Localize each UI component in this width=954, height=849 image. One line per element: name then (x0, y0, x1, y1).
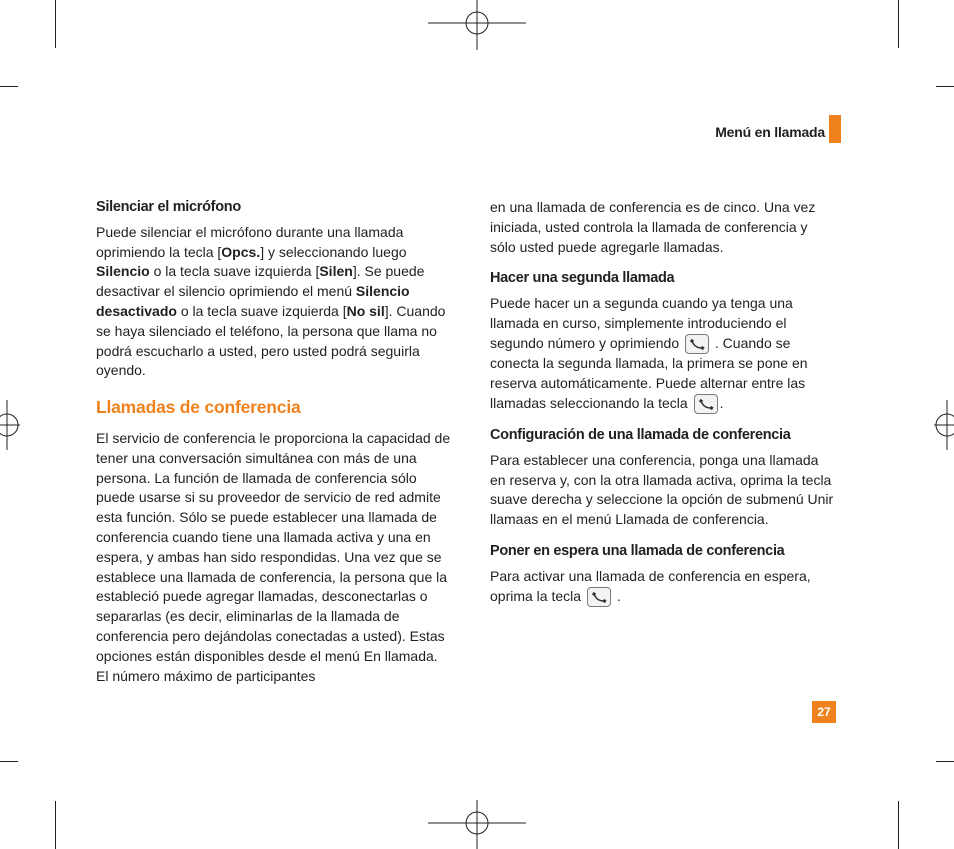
hold-paragraph (490, 567, 835, 607)
conference-heading: Llamadas de conferencia (96, 397, 301, 418)
hold-text-1: Para activar una llamada de conferencia en espera, oprima la tecla (490, 567, 811, 604)
text-run: o la tecla suave izquierda [ (149, 263, 320, 280)
right-column (490, 198, 835, 607)
registration-mark-bottom (428, 800, 526, 849)
hold-text-2: . (616, 587, 621, 604)
second-call-text-2: . Cuando se conecta la segunda llamada, la primera se pone en reserva automáticamente. Puede alternar entre las llamadas seleccionando la tecla (490, 334, 808, 411)
registration-mark-right (934, 400, 954, 450)
second-call-text-1: Puede hacer un a segunda cuando ya tenga una llamada en curso, simplemente introduciendo el segundo número y oprimiendo (490, 295, 793, 351)
crop-mark (898, 801, 899, 849)
bold-term: Silencio desactivado (96, 283, 410, 319)
crop-mark (0, 86, 18, 87)
section-header: Menú en llamada (715, 124, 825, 140)
bold-term: Silen (319, 263, 353, 280)
conference-paragraph: El servicio de conferencia le proporciona la capacidad de tener una conversación simultánea con más de una persona. La función de llamada de conferencia sólo puede usarse si su proveedor de servicio de red admite esta función. Sólo se puede establecer una llamada de conferencia cuando tiene una llamada activa y una en espera, y ambas han sido respondidas. Una vez que se establece una llamada de conferencia, la persona que la estableció puede agregar llamadas, desconectarlas o separarlas (es decir, eliminarlas de la llamada de conferencia pero dejándolas conectadas a usted). Estas opciones están disponibles desde el menú En llamada. El número máximo de participantes (96, 429, 451, 684)
bold-term: Silencio (96, 263, 150, 280)
mute-heading: Silenciar el micrófono (96, 199, 241, 215)
second-call-paragraph (490, 294, 835, 414)
crop-mark (936, 761, 954, 762)
text-run: ]. Se puede desactivar el silencio oprimiendo el menú (96, 263, 425, 300)
crop-mark (936, 86, 954, 87)
registration-mark-left (0, 400, 20, 450)
crop-mark (0, 761, 18, 762)
mute-paragraph (96, 223, 451, 381)
text-run: Puede silenciar el micrófono durante una llamada oprimiendo la tecla [ (96, 223, 404, 260)
send-key-icon (685, 334, 709, 354)
crop-mark (55, 801, 56, 849)
send-key-icon (694, 394, 718, 414)
config-paragraph: Para establecer una conferencia, ponga una llamada en reserva y, con la otra llamada activa, oprima la tecla suave derecha y seleccione la opción de submenú Unir llamaas en el menú Llamada de conferencia. (490, 451, 834, 528)
bold-term: No sil (346, 302, 385, 319)
page-number: 27 (812, 701, 836, 723)
second-call-heading: Hacer una segunda llamada (490, 270, 675, 287)
second-call-text-3: . (719, 394, 724, 411)
text-run: ] y seleccionando luego (260, 243, 407, 260)
text-run: ]. Cuando se haya silenciado el teléfono, la persona que llama no podrá escucharlo a usted, pero usted podrá seguirla oyendo. (96, 302, 446, 379)
text-run: o la tecla suave izquierda [ (176, 302, 347, 319)
hold-heading: Poner en espera una llamada de conferencia (490, 542, 785, 559)
section-tab (829, 115, 841, 143)
send-key-icon (587, 587, 611, 607)
conference-continued-paragraph: en una llamada de conferencia es de cinco. Una vez iniciada, usted controla la llamada de conferencia y sólo usted puede agregarle llamadas. (490, 199, 816, 255)
bold-term: Opcs. (221, 243, 261, 260)
config-heading: Configuración de una llamada de conferencia (490, 426, 791, 443)
crop-mark (55, 0, 56, 48)
crop-mark (898, 0, 899, 48)
registration-mark-top (428, 0, 526, 50)
left-column (96, 198, 451, 686)
